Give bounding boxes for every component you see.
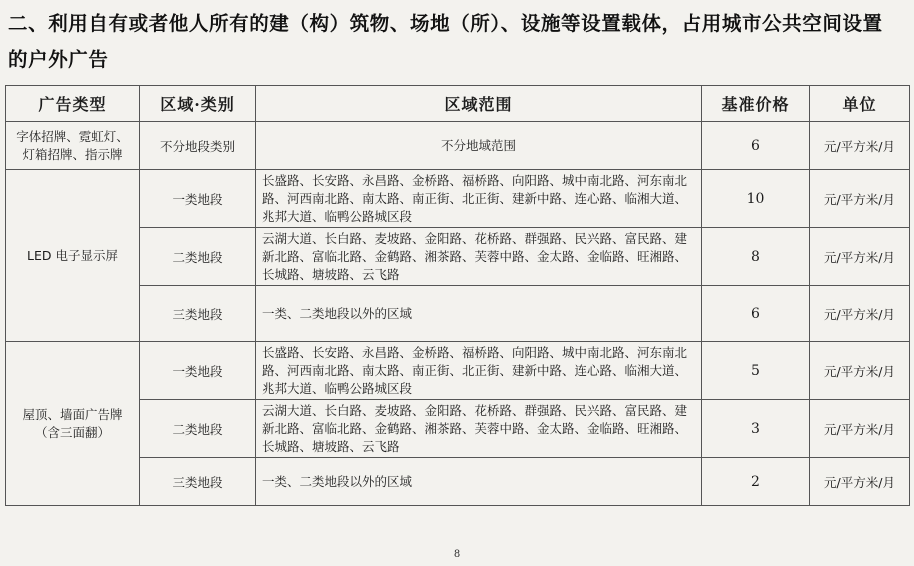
base-price-cell: 10 bbox=[702, 170, 810, 228]
base-price-cell: 6 bbox=[702, 286, 810, 342]
unit-cell: 元/平方米/月 bbox=[810, 122, 910, 170]
zone-category-cell: 三类地段 bbox=[140, 458, 256, 506]
base-price-cell: 5 bbox=[702, 342, 810, 400]
unit-cell: 元/平方米/月 bbox=[810, 342, 910, 400]
page-number: 8 bbox=[453, 549, 461, 560]
zone-range-cell: 长盛路、长安路、永昌路、金桥路、福桥路、向阳路、城中南北路、河东南北路、河西南北路、南太路、南正街、北正街、建新中路、连心路、临湘大道、兆邦大道、临鸭公路城区段 bbox=[256, 170, 702, 228]
zone-range-cell: 一类、二类地段以外的区域 bbox=[256, 458, 702, 506]
table-row bbox=[6, 286, 910, 342]
table-row bbox=[6, 122, 910, 170]
zone-range-cell: 云湖大道、长白路、麦坡路、金阳路、花桥路、群强路、民兴路、富民路、建新北路、富临北路、金鹤路、湘茶路、芙蓉中路、金太路、金临路、旺湘路、长城路、塘坡路、云飞路 bbox=[256, 228, 702, 286]
zone-category-cell: 一类地段 bbox=[140, 342, 256, 400]
section-heading-line-2: 的户外广告 bbox=[8, 48, 109, 71]
ad-type-cell: 字体招牌、霓虹灯、灯箱招牌、指示牌 bbox=[6, 122, 140, 170]
table-row bbox=[6, 170, 910, 228]
base-price-cell: 2 bbox=[702, 458, 810, 506]
table-row bbox=[6, 400, 910, 458]
zone-range-cell: 一类、二类地段以外的区域 bbox=[256, 286, 702, 342]
header-unit: 单位 bbox=[810, 86, 910, 122]
unit-cell: 元/平方米/月 bbox=[810, 458, 910, 506]
base-price-cell: 3 bbox=[702, 400, 810, 458]
header-zone-category: 区域·类别 bbox=[140, 86, 256, 122]
section-heading bbox=[8, 6, 898, 78]
zone-category-cell: 二类地段 bbox=[140, 400, 256, 458]
zone-range-cell: 长盛路、长安路、永昌路、金桥路、福桥路、向阳路、城中南北路、河东南北路、河西南北路、南太路、南正街、北正街、建新中路、连心路、临湘大道、兆邦大道、临鸭公路城区段 bbox=[256, 342, 702, 400]
table-row bbox=[6, 458, 910, 506]
zone-range-cell: 不分地域范围 bbox=[256, 122, 702, 170]
unit-cell: 元/平方米/月 bbox=[810, 228, 910, 286]
zone-category-cell: 一类地段 bbox=[140, 170, 256, 228]
zone-category-cell: 三类地段 bbox=[140, 286, 256, 342]
unit-cell: 元/平方米/月 bbox=[810, 400, 910, 458]
section-heading-line-1: 二、利用自有或者他人所有的建（构）筑物、场地（所）、设施等设置载体，占用城市公共空间设置 bbox=[8, 12, 883, 35]
base-price-cell: 8 bbox=[702, 228, 810, 286]
table-row bbox=[6, 342, 910, 400]
header-zone-range: 区域范围 bbox=[256, 86, 702, 122]
ad-type-cell: 屋顶、墙面广告牌（含三面翻） bbox=[6, 342, 140, 506]
zone-range-cell: 云湖大道、长白路、麦坡路、金阳路、花桥路、群强路、民兴路、富民路、建新北路、富临北路、金鹤路、湘茶路、芙蓉中路、金太路、金临路、旺湘路、长城路、塘坡路、云飞路 bbox=[256, 400, 702, 458]
unit-cell: 元/平方米/月 bbox=[810, 170, 910, 228]
table-row bbox=[6, 228, 910, 286]
ad-type-cell: LED 电子显示屏 bbox=[6, 170, 140, 342]
table-header-row bbox=[6, 86, 910, 122]
unit-cell: 元/平方米/月 bbox=[810, 286, 910, 342]
header-ad-type: 广告类型 bbox=[6, 86, 140, 122]
header-base-price: 基准价格 bbox=[702, 86, 810, 122]
advertising-rate-table bbox=[5, 85, 910, 506]
base-price-cell: 6 bbox=[702, 122, 810, 170]
zone-category-cell: 不分地段类别 bbox=[140, 122, 256, 170]
zone-category-cell: 二类地段 bbox=[140, 228, 256, 286]
